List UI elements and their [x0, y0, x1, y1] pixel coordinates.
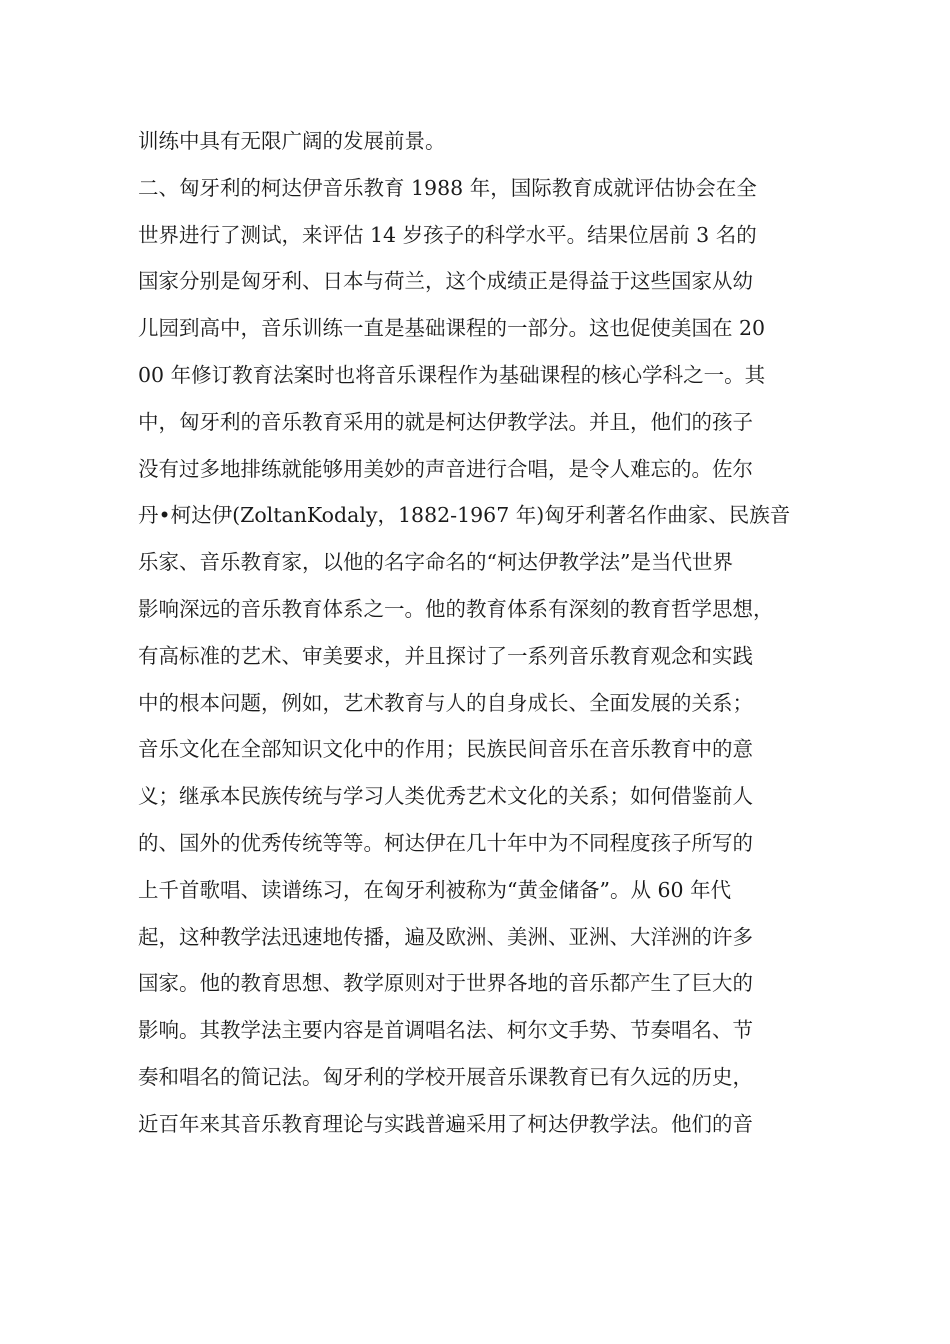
text-line: 起，这种教学法迅速地传播，遍及欧洲、美洲、亚洲、大洋洲的许多: [138, 924, 753, 949]
text-line: 儿园到高中，音乐训练一直是基础课程的一部分。这也促使美国在 20: [138, 316, 766, 341]
body-text: [138, 118, 828, 1148]
text-line: 训练中具有无限广阔的发展前景。: [138, 129, 446, 153]
text-line: 上千首歌唱、读谱练习，在匈牙利被称为“黄金储备”。从 60 年代: [138, 877, 732, 902]
text-line: 国家。他的教育思想、教学原则对于世界各地的音乐都产生了巨大的: [138, 971, 753, 996]
text-line: 世界进行了测试，来评估 14 岁孩子的科学水平。结果位居前 3 名的: [138, 222, 757, 247]
text-line: 二、匈牙利的柯达伊音乐教育 1988 年，国际教育成就评估协会在全: [138, 175, 757, 200]
text-line: 乐家、音乐教育家，以他的名字命名的“柯达伊教学法”是当代世界: [138, 550, 733, 575]
text-line: 国家分别是匈牙利、日本与荷兰，这个成绩正是得益于这些国家从幼: [138, 269, 753, 294]
text-line: 近百年来其音乐教育理论与实践普遍采用了柯达伊教学法。他们的音: [138, 1111, 753, 1136]
text-line: 的、国外的优秀传统等等。柯达伊在几十年中为不同程度孩子所写的: [138, 830, 753, 855]
text-line: 中，匈牙利的音乐教育采用的就是柯达伊教学法。并且，他们的孩子: [138, 409, 753, 434]
text-line: 00 年修订教育法案时也将音乐课程作为基础课程的核心学科之一。其: [138, 362, 766, 387]
text-line: 丹•柯达伊(ZoltanKodaly，1882-1967 年)匈牙利著名作曲家、民族音: [138, 503, 791, 528]
text-line: 影响深远的音乐教育体系之一。他的教育体系有深刻的教育哲学思想，: [138, 596, 774, 621]
text-line: 有高标准的艺术、审美要求，并且探讨了一系列音乐教育观念和实践: [138, 643, 753, 668]
text-line: 义；继承本民族传统与学习人类优秀艺术文化的关系；如何借鉴前人: [138, 784, 753, 809]
text-line: 中的根本问题，例如，艺术教育与人的自身成长、全面发展的关系；: [138, 690, 753, 715]
text-line: 奏和唱名的简记法。匈牙利的学校开展音乐课教育已有久远的历史，: [138, 1064, 753, 1089]
text-line: 影响。其教学法主要内容是首调唱名法、柯尔文手势、节奏唱名、节: [138, 1018, 753, 1043]
text-line: 音乐文化在全部知识文化中的作用；民族民间音乐在音乐教育中的意: [138, 737, 753, 762]
text-line: 没有过多地排练就能够用美妙的声音进行合唱，是令人难忘的。佐尔: [138, 456, 753, 481]
